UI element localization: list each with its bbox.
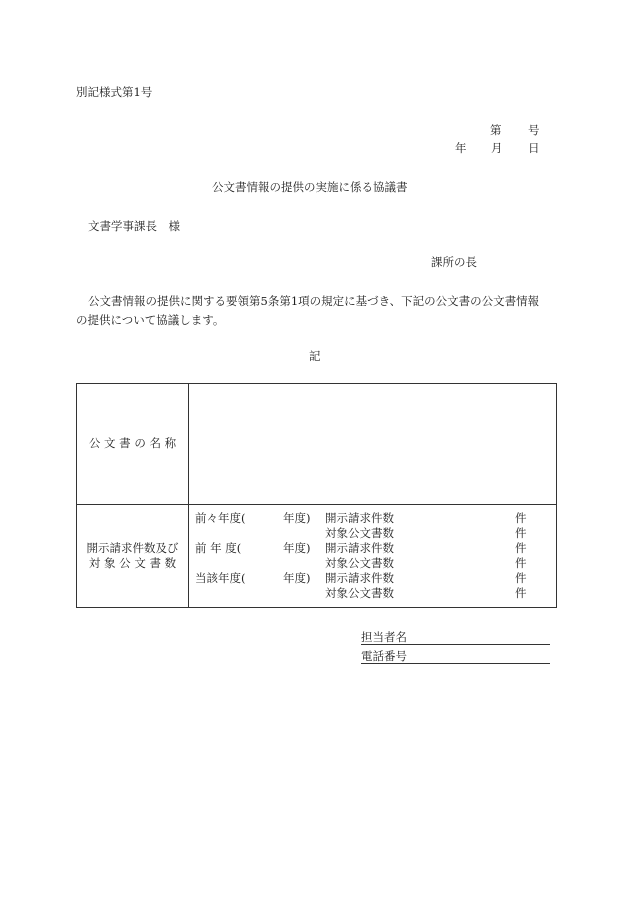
date-day: 日 [528,141,540,155]
addressee: 文書学事課長 様 [88,219,180,233]
request-count-name: 開示請求件数 [325,511,394,525]
request-count-name: 開示請求件数 [325,541,394,555]
contact-phone-label: 電話番号 [361,649,407,663]
form-number: 別記様式第1号 [76,85,153,99]
ref-number-dai: 第 [490,123,502,137]
docs-count-unit: 件 [515,586,527,600]
year-label: 前々年度( [195,511,246,525]
request-count-cell [189,505,557,608]
year-label: 前 年 度( [195,541,242,555]
request-count-unit: 件 [515,541,527,555]
document-name-label: 公 文 書 の 名 称 [77,384,189,505]
contact-person-label: 担当者名 [361,630,407,644]
docs-count-unit: 件 [515,526,527,540]
document-title: 公文書情報の提供の実施に係る協議書 [212,180,408,194]
disclosure-table [76,383,557,608]
request-count-name: 開示請求件数 [325,571,394,585]
contact-phone-underline[interactable] [361,663,550,664]
request-count-unit: 件 [515,511,527,525]
contact-person-underline[interactable] [361,644,550,645]
nendo-label: 年度) [283,541,311,555]
ki-heading: 記 [309,349,321,363]
table-row-request-counts [77,505,557,608]
date-month: 月 [491,141,503,155]
docs-count-name: 対象公文書数 [325,556,394,570]
docs-count-unit: 件 [515,556,527,570]
request-count-label: 開示請求件数及び 対 象 公 文 書 数 [77,505,189,608]
year-label: 当該年度( [195,571,246,585]
request-count-unit: 件 [515,571,527,585]
ref-number-go: 号 [528,123,540,137]
docs-count-name: 対象公文書数 [325,586,394,600]
body-text-line1: 公文書情報の提供に関する要領第5条第1項の規定に基づき、下記の公文書の公文書情報 [88,294,540,308]
nendo-label: 年度) [283,571,311,585]
document-name-value[interactable] [189,384,557,505]
body-text-line2: の提供について協議します。 [76,313,225,327]
nendo-label: 年度) [283,511,311,525]
date-year: 年 [455,141,467,155]
docs-count-name: 対象公文書数 [325,526,394,540]
sender: 課所の長 [431,255,477,269]
table-row-document-name [77,384,557,505]
